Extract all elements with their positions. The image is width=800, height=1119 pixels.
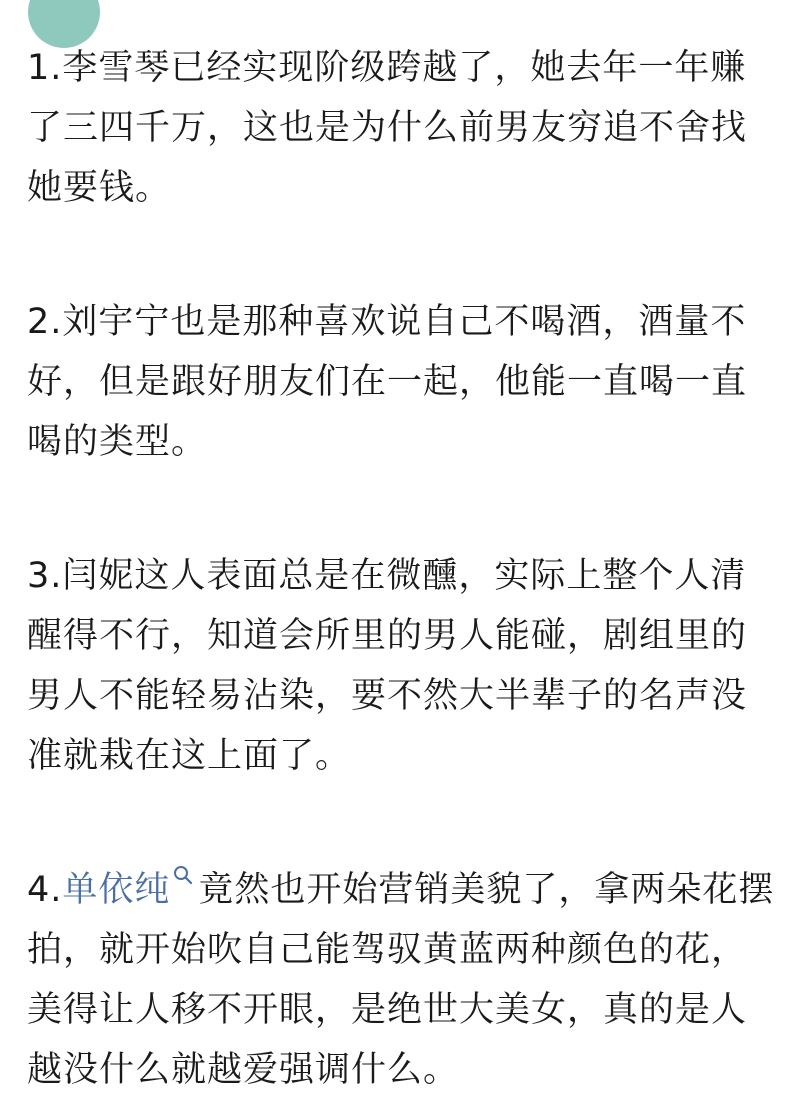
paragraph-4-prefix: 4. — [27, 870, 63, 910]
search-icon[interactable] — [172, 864, 194, 894]
paragraph-2: 2.刘宇宁也是那种喜欢说自己不喝酒，酒量不好，但是跟好朋友们在一起，他能一直喝一直喝的类型。 — [27, 302, 748, 462]
paragraph-3: 3.闫妮这人表面总是在微醺，实际上整个人清醒得不行，知道会所里的男人能碰，剧组里的男人不能轻易沾染，要不然大半辈子的名声没准就栽在这上面了。 — [27, 556, 748, 776]
search-link[interactable]: 单依纯 — [62, 870, 171, 910]
post-body — [27, 38, 777, 1100]
paragraph-4-text: 竟然也开始营销美貌了，拿两朵花摆拍，就开始吹自己能驾驭黄蓝两种颜色的花，美得让人移不开眼，是绝世大美女，真的是人越没什么就越爱强调什么。 — [27, 870, 775, 1090]
paragraph-4 — [27, 860, 777, 1100]
paragraph-1: 1.李雪琴已经实现阶级跨越了，她去年一年赚了三四千万，这也是为什么前男友穷追不舍找她要钱。 — [27, 48, 748, 208]
